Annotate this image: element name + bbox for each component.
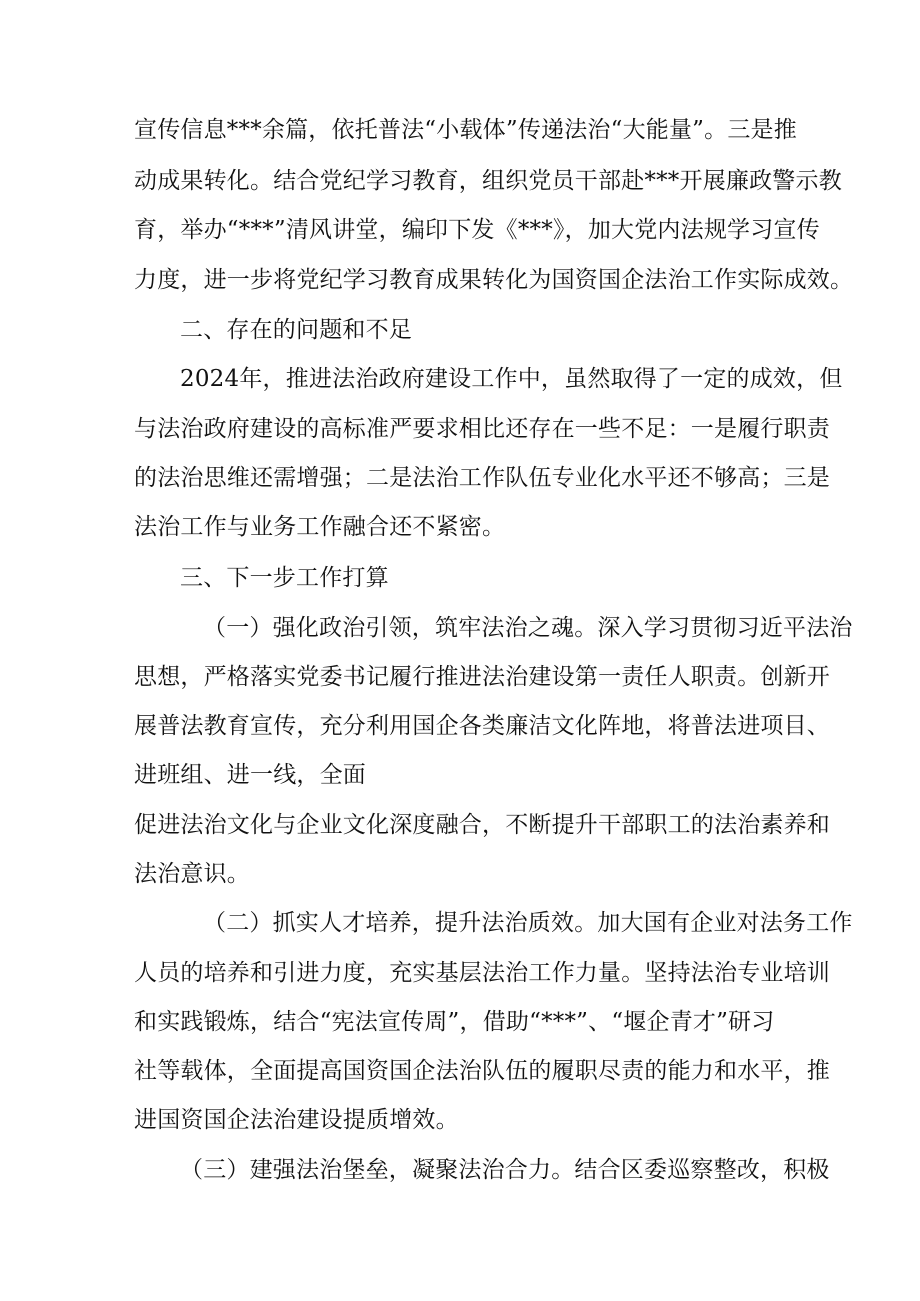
text-line: 宣传信息***余篇，依托普法“小载体”传递法治“大能量”。三是推 <box>134 117 797 143</box>
text-line: 动成果转化。结合党纪学习教育，组织党员干部赴***开展廉政警示教 <box>134 168 842 194</box>
text-line: 进国资国企法治建设提质增效。 <box>134 1107 459 1133</box>
section-heading: 二、存在的问题和不足 <box>180 317 412 343</box>
text-line: （一）强化政治引领，筑牢法治之魂。深入学习贯彻习近平法治 <box>203 615 853 641</box>
text-line: 育，举办“***”清风讲堂，编印下发《***》，加大党内法规学习宣传 <box>134 217 820 243</box>
text-line: 人员的培养和引进力度，充实基层法治工作力量。坚持法治专业培训 <box>134 960 830 986</box>
section-heading: 三、下一步工作打算 <box>180 565 389 591</box>
text-line: 促进法治文化与企业文化深度融合，不断提升干部职工的法治素养和 <box>134 812 830 838</box>
text-line: 思想，严格落实党委书记履行推进法治建设第一责任人职责。创新开 <box>134 664 830 690</box>
text-line: 法治意识。 <box>134 861 250 887</box>
text-line: 和实践锻炼，结合“宪法宣传周”，借助“***”、“堰企青才”研习 <box>134 1009 775 1035</box>
text-line: （二）抓实人才培养，提升法治质效。加大国有企业对法务工作 <box>203 910 853 936</box>
text-line: 的法治思维还需增强；二是法治工作队伍专业化水平还不够高；三是 <box>134 465 830 491</box>
text-line: 法治工作与业务工作融合还不紧密。 <box>134 514 506 540</box>
text-line: 展普法教育宣传，充分利用国企各类廉洁文化阵地，将普法进项目、 <box>134 713 830 739</box>
text-line: 社等载体，全面提高国资国企法治队伍的履职尽责的能力和水平，推 <box>134 1058 830 1084</box>
text-line: 2024年，推进法治政府建设工作中，虽然取得了一定的成效，但 <box>180 366 843 392</box>
text-line: 进班组、进一线，全面 <box>134 762 366 788</box>
text-line: （三）建强法治堡垒，凝聚法治合力。结合区委巡察整改，积极 <box>180 1157 830 1183</box>
text-line: 与法治政府建设的高标准严要求相比还存在一些不足：一是履行职责 <box>134 416 830 442</box>
text-line: 力度，进一步将党纪学习教育成果转化为国资国企法治工作实际成效。 <box>134 267 854 293</box>
